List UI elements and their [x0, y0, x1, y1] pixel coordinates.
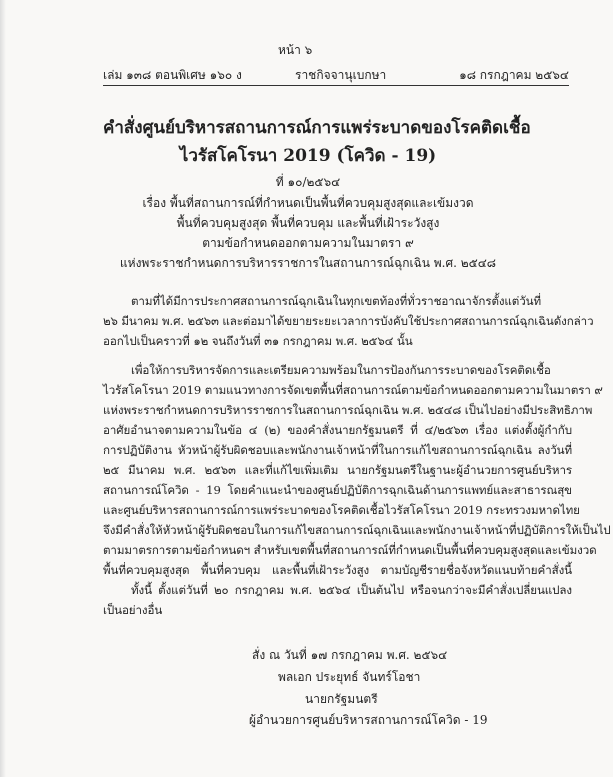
paragraph-line: สถานการณ์โควิด - 19 โดยคำแนะนำของศูนย์ปฏิบัติการฉุกเฉินด้านการแพทย์และสาธารณสุข [103, 483, 572, 497]
paragraph-line: จึงมีคำสั่งให้หัวหน้าผู้รับผิดชอบในการแก้ไขสถานการณ์ฉุกเฉินและพนักงานเจ้าหน้าที่ปฏิบัติการให้เป็นไป [103, 523, 611, 537]
paragraph-line: ทั้งนี้ ตั้งแต่วันที่ ๒๐ กรกฎาคม พ.ศ. ๒๕๖๔ เป็นต้นไป หรือจนกว่าจะมีคำสั่งเปลี่ยนแปลง [131, 583, 572, 597]
paragraph-line: ตามที่ได้มีการประกาศสถานการณ์ฉุกเฉินในทุกเขตท้องที่ทั่วราชอาณาจักรตั้งแต่วันที่ [131, 294, 542, 308]
signer-name: พลเอก ประยุทธ์ จันทร์โอชา [278, 670, 421, 684]
paragraph-line: การปฏิบัติงาน หัวหน้าผู้รับผิดชอบและพนักงานเจ้าหน้าที่ในการแก้ไขสถานการณ์ฉุกเฉิน ลงวันที่ [103, 443, 572, 457]
paragraph-line: ตามมาตรการตามข้อกำหนดฯ สำหรับเขตพื้นที่สถานการณ์ที่กำหนดเป็นพื้นที่ควบคุมสูงสุดและเข้มงวด [103, 543, 597, 557]
gazette-date: ๑๘ กรกฎาคม ๒๕๖๔ [459, 68, 569, 82]
order-subject-3: ตามข้อกำหนดออกตามความในมาตรา ๙ [202, 236, 414, 250]
paragraph-line: อาศัยอำนาจตามความในข้อ ๔ (๒) ของคำสั่งนายกรัฐมนตรี ที่ ๔/๒๕๖๓ เรื่อง แต่งตั้งผู้กำกับ [103, 423, 572, 437]
paragraph-line: พื้นที่ควบคุมสูงสุด พื้นที่ควบคุม และพื้นที่เฝ้าระวังสูง ตามบัญชีรายชื่อจังหวัดแนบท้ายคำสั่งนี้ [103, 563, 572, 577]
paragraph-line: เป็นอย่างอื่น [103, 603, 163, 617]
paragraph-line: ออกไปเป็นคราวที่ ๑๒ จนถึงวันที่ ๓๑ กรกฎาคม พ.ศ. ๒๕๖๔ นั้น [103, 334, 413, 348]
paragraph-line: ๒๕ มีนาคม พ.ศ. ๒๕๖๓ และที่แก้ไขเพิ่มเติม นายกรัฐมนตรีในฐานะผู้อำนวยการศูนย์บริหาร [103, 463, 572, 477]
paragraph-line: และศูนย์บริหารสถานการณ์การแพร่ระบาดของโรคติดเชื้อไวรัสโคโรนา 2019 กระทรวงมหาดไทย [103, 503, 580, 517]
order-number: ที่ ๑๐/๒๕๖๔ [275, 175, 341, 189]
gazette-name: ราชกิจจานุเบกษา [295, 68, 387, 82]
paragraph-line: ไวรัสโคโรนา 2019 ตามแนวทางการจัดเขตพื้นที่สถานการณ์ตามข้อกำหนดออกตามความในมาตรา ๙ [103, 383, 603, 397]
page-number: หน้า ๖ [278, 43, 313, 57]
paragraph-line: เพื่อให้การบริหารจัดการและเตรียมความพร้อมในการป้องกันการระบาดของโรคติดเชื้อ [131, 363, 551, 377]
signature-date: สั่ง ณ วันที่ ๑๗ กรกฎาคม พ.ศ. ๒๕๖๔ [252, 648, 448, 662]
order-subject-1: เรื่อง พื้นที่สถานการณ์ที่กำหนดเป็นพื้นที่ควบคุมสูงสุดและเข้มงวด [142, 196, 474, 210]
paragraph-line: แห่งพระราชกำหนดการบริหารราชการในสถานการณ์ฉุกเฉิน พ.ศ. ๒๕๔๘ เป็นไปอย่างมีประสิทธิภาพ [103, 403, 593, 417]
order-title-line2: ไวรัสโคโรนา 2019 (โควิด - 19) [179, 146, 437, 166]
order-subject-4: แห่งพระราชกำหนดการบริหารราชการในสถานการณ์ฉุกเฉิน พ.ศ. ๒๕๔๘ [119, 256, 497, 270]
header-rule [103, 85, 569, 86]
signer-role: ผู้อำนวยการศูนย์บริหารสถานการณ์โควิด - 19 [249, 713, 488, 727]
order-subject-2: พื้นที่ควบคุมสูงสุด พื้นที่ควบคุม และพื้นที่เฝ้าระวังสูง [176, 216, 440, 230]
gazette-volume: เล่ม ๑๓๘ ตอนพิเศษ ๑๖๐ ง [103, 68, 242, 82]
page-edge-shadow [0, 0, 6, 777]
signer-position: นายกรัฐมนตรี [305, 692, 378, 706]
order-title-line1: คำสั่งศูนย์บริหารสถานการณ์การแพร่ระบาดของโรคติดเชื้อ [103, 118, 531, 138]
paragraph-line: ๒๖ มีนาคม พ.ศ. ๒๕๖๓ และต่อมาได้ขยายระยะเวลาการบังคับใช้ประกาศสถานการณ์ฉุกเฉินดังกล่าว [103, 314, 594, 328]
